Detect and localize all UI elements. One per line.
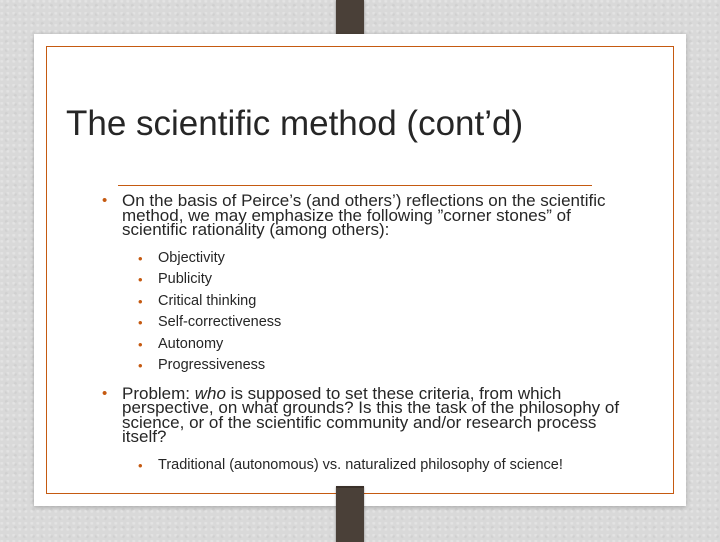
sub-bullet-item — [138, 312, 632, 334]
sub-bullet-text: Objectivity — [158, 249, 225, 266]
bullet-dot-icon: • — [102, 192, 108, 209]
sub-bullet-text: Autonomy — [158, 335, 224, 352]
sub-bullet-item — [138, 334, 632, 356]
slide-title: The scientific method (cont’d) — [66, 104, 524, 143]
sub-bullet-item — [138, 248, 632, 270]
sub-bullet-item — [138, 269, 632, 291]
sub-bullet-text: Progressiveness — [158, 357, 266, 373]
sub-bullet-text: Publicity — [158, 271, 212, 287]
bullet-item — [102, 191, 632, 239]
sub-bullet-text: Critical thinking — [158, 292, 257, 309]
sub-bullet-list — [138, 455, 632, 477]
emphasis-who: who — [194, 383, 226, 403]
sub-bullet-item — [138, 355, 632, 377]
bullet-text-rest: is supposed to set these criteria, from which perspective, on what grounds? Is this the task of the philosophy of science, or of the scientific community and/or research process itself? — [122, 383, 620, 446]
sub-bullet-text: Self-correctiveness — [158, 314, 282, 330]
bullet-dot-icon: • — [138, 272, 143, 287]
slide-body — [102, 191, 632, 486]
sub-bullet-item — [138, 455, 632, 477]
bullet-dot-icon: • — [138, 315, 143, 330]
sub-bullet-list — [138, 248, 632, 377]
bullet-dot-icon: • — [102, 384, 108, 402]
bullet-item — [102, 383, 632, 446]
bullet-dot-icon: • — [138, 250, 143, 266]
sub-bullet-item — [138, 291, 632, 313]
sub-bullet-text: Traditional (autonomous) vs. naturalized philosophy of science! — [158, 456, 563, 473]
bullet-dot-icon: • — [138, 293, 143, 309]
bullet-dot-icon: • — [138, 336, 143, 352]
bullet-dot-icon: • — [138, 358, 143, 373]
binder-clip-bottom — [336, 486, 364, 542]
title-underline — [118, 185, 592, 186]
bullet-text: On the basis of Peirce’s (and others’) reflections on the scientific method, we may emphasize the following ”corner stones” of scientific rationality (among others): — [122, 191, 606, 239]
bullet-text-prefix: Problem: — [122, 383, 195, 403]
bullet-dot-icon: • — [138, 457, 143, 473]
